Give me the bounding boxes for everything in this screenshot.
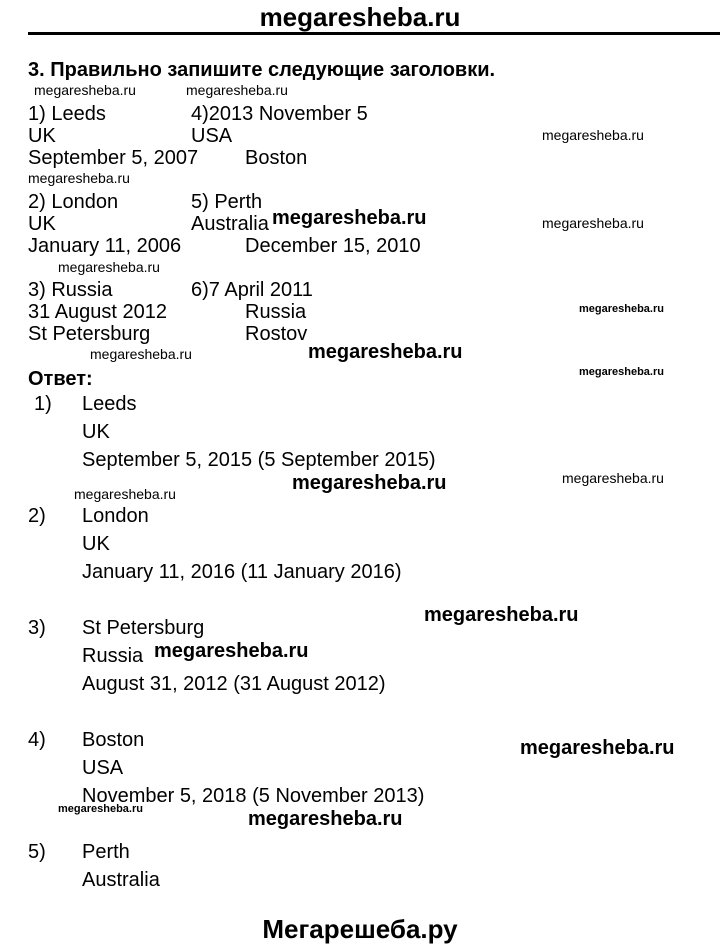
watermark: megaresheba.ru (562, 470, 664, 486)
site-footer: Мегарешеба.ру (262, 914, 458, 944)
answer-4-line-3: November 5, 2018 (5 November 2013) (82, 785, 425, 807)
watermark: megaresheba.ru (34, 82, 136, 98)
item-2-line-2: UK (28, 213, 56, 235)
watermark: megaresheba.ru (28, 170, 130, 186)
item-4-line-3: Boston (245, 147, 308, 169)
watermark: megaresheba.ru (90, 346, 192, 362)
item-3-line-2: 31 August 2012 (28, 301, 168, 323)
header-rule (28, 32, 720, 35)
item-3-line-3: St Petersburg (28, 323, 151, 345)
watermark: megaresheba.ru (248, 808, 403, 830)
watermark: megaresheba.ru (424, 604, 579, 626)
watermark: megaresheba.ru (542, 215, 644, 231)
watermark: megaresheba.ru (74, 486, 176, 502)
answer-5-line-1: Perth (82, 841, 130, 863)
watermark: megaresheba.ru (58, 259, 160, 275)
answer-2-number: 2) (28, 505, 46, 527)
item-1-line-2: UK (28, 125, 56, 147)
answer-label: Ответ: (28, 368, 93, 390)
item-6-line-3: Rostov (245, 323, 308, 345)
item-5-line-1: 5) Perth (191, 191, 263, 213)
answer-1-line-1: Leeds (82, 393, 137, 415)
item-5-line-2: Australia (191, 213, 269, 235)
answer-3-line-1: St Petersburg (82, 617, 205, 639)
answer-1-number: 1) (34, 393, 52, 415)
answer-1-line-2: UK (82, 421, 110, 443)
answer-1-line-3: September 5, 2015 (5 September 2015) (82, 449, 436, 471)
item-5-line-3: December 15, 2010 (245, 235, 421, 257)
item-4-line-1: 4)2013 November 5 (191, 103, 368, 125)
watermark: megaresheba.ru (308, 341, 463, 363)
watermark: megaresheba.ru (579, 366, 664, 378)
task-title: 3. Правильно запишите следующие заголовки. (28, 59, 496, 81)
watermark: megaresheba.ru (272, 207, 427, 229)
answer-3-number: 3) (28, 617, 46, 639)
watermark: megaresheba.ru (542, 127, 644, 143)
item-6-line-1: 6)7 April 2011 (191, 279, 313, 301)
answer-2-line-1: London (82, 505, 149, 527)
item-2-line-3: January 11, 2006 (28, 235, 182, 257)
item-1-line-3: September 5, 2007 (28, 147, 199, 169)
answer-5-number: 5) (28, 841, 46, 863)
item-4-line-2: USA (191, 125, 233, 147)
watermark: megaresheba.ru (520, 737, 675, 759)
watermark: megaresheba.ru (154, 640, 309, 662)
answer-4-number: 4) (28, 729, 46, 751)
answer-3-line-3: August 31, 2012 (31 August 2012) (82, 673, 386, 695)
answer-5-line-2: Australia (82, 869, 160, 891)
watermark: megaresheba.ru (186, 82, 288, 98)
watermark: megaresheba.ru (292, 472, 447, 494)
item-6-line-2: Russia (245, 301, 307, 323)
answer-2-line-2: UK (82, 533, 110, 555)
answer-2-line-3: January 11, 2016 (11 January 2016) (82, 561, 402, 583)
answer-4-line-2: USA (82, 757, 124, 779)
item-3-line-1: 3) Russia (28, 279, 113, 301)
answer-4-line-1: Boston (82, 729, 145, 751)
watermark: megaresheba.ru (579, 303, 664, 315)
watermark: megaresheba.ru (58, 803, 143, 815)
answer-3-line-2: Russia (82, 645, 144, 667)
item-2-line-1: 2) London (28, 191, 119, 213)
item-1-line-1: 1) Leeds (28, 103, 106, 125)
site-header: megaresheba.ru (259, 2, 461, 32)
